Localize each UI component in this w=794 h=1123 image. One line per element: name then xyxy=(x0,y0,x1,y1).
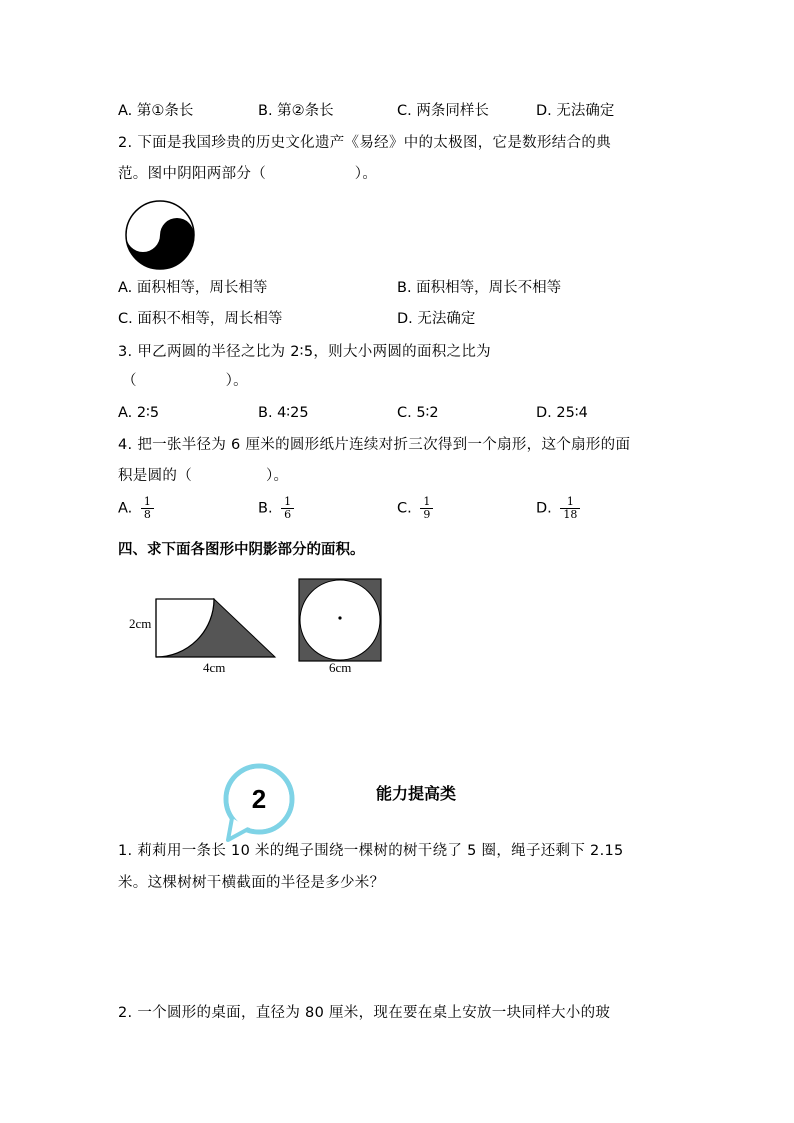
fraction-numerator: 1 xyxy=(560,496,580,509)
option-letter: B. xyxy=(258,500,273,517)
q2-option-c: C. 面积不相等，周长相等 xyxy=(118,311,283,327)
problem1-line2: 米。这棵树树干横截面的半径是多少米？ xyxy=(118,875,385,891)
fraction xyxy=(141,496,154,521)
option-letter: A. xyxy=(118,500,133,517)
section-number: 2 xyxy=(251,784,267,814)
problem1-line1: 1. 莉莉用一条长 10 米的绳子围绕一棵树的树干绕了 5 圈，绳子还剩下 2.15 xyxy=(118,843,624,859)
q4-text-line1: 4. 把一张半径为 6 厘米的圆形纸片连续对折三次得到一个扇形，这个扇形的面 xyxy=(118,437,631,453)
q2-option-b: B. 面积相等，周长不相等 xyxy=(397,280,562,296)
problem2-line1: 2. 一个圆形的桌面，直径为 80 厘米，现在要在桌上安放一块同样大小的玻 xyxy=(118,1005,611,1021)
fig2-base-label: 6cm xyxy=(329,660,352,675)
fraction xyxy=(281,496,294,521)
fraction xyxy=(560,496,580,521)
q4-option-b xyxy=(258,496,294,521)
q2-text-line2: 范。图中阴阳两部分（ ）。 xyxy=(118,166,378,182)
fraction-denominator: 8 xyxy=(143,508,151,521)
yin-yang-icon xyxy=(124,199,196,271)
q3-text-line1: 3. 甲乙两圆的半径之比为 2∶5，则大小两圆的面积之比为 xyxy=(118,344,491,360)
option-letter: D. xyxy=(536,500,552,517)
fraction-numerator: 1 xyxy=(281,496,294,509)
q2-option-d: D. 无法确定 xyxy=(397,311,476,327)
fraction-denominator: 18 xyxy=(563,508,578,521)
q3-option-a: A. 2∶5 xyxy=(118,405,160,421)
q1-option-b: B. 第②条长 xyxy=(258,103,334,119)
q4-option-a xyxy=(118,496,154,521)
q4-option-d xyxy=(536,496,580,521)
fraction xyxy=(420,496,433,521)
q3-option-b: B. 4∶25 xyxy=(258,405,309,421)
q3-text-line2: （ ）。 xyxy=(122,373,248,389)
fraction-denominator: 6 xyxy=(284,508,292,521)
section-title: 能力提高类 xyxy=(376,784,457,803)
fig1-base-label: 4cm xyxy=(203,660,226,675)
q3-option-c: C. 5∶2 xyxy=(397,405,439,421)
fraction-numerator: 1 xyxy=(141,496,154,509)
q2-text-line1: 2. 下面是我国珍贵的历史文化遗产《易经》中的太极图，它是数形结合的典 xyxy=(118,135,611,151)
q1-option-a: A. 第①条长 xyxy=(118,103,194,119)
q4-option-c xyxy=(397,496,433,521)
fraction-numerator: 1 xyxy=(420,496,433,509)
q1-option-d: D. 无法确定 xyxy=(536,103,615,119)
figure-quarter-circle-triangle xyxy=(150,592,280,662)
section-heading: 四、求下面各图形中阴影部分的面积。 xyxy=(118,542,365,558)
fraction-denominator: 9 xyxy=(423,508,431,521)
q1-option-c: C. 两条同样长 xyxy=(397,103,489,119)
q2-option-a: A. 面积相等，周长相等 xyxy=(118,280,268,296)
q4-text-line2: 积是圆的（ ）。 xyxy=(118,468,289,484)
figure-circle-in-square xyxy=(298,578,382,662)
option-letter: C. xyxy=(397,500,412,517)
q3-option-d: D. 25∶4 xyxy=(536,405,588,421)
fig1-height-label: 2cm xyxy=(129,616,152,631)
